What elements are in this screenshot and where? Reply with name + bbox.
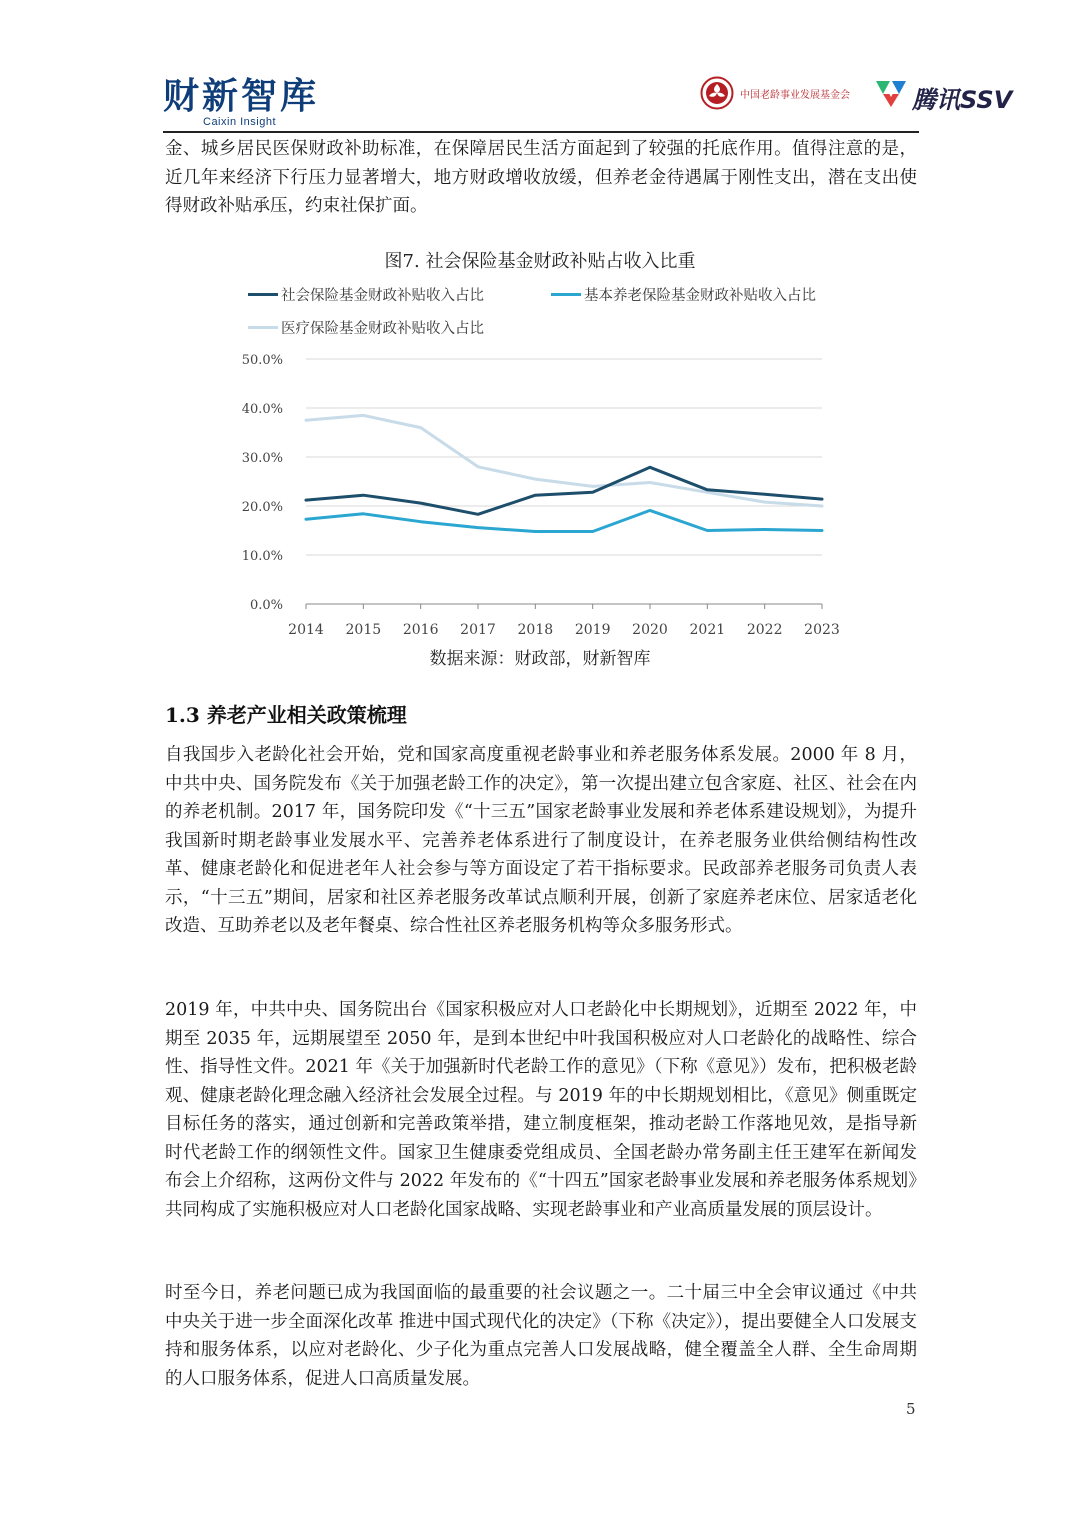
x-tick-label: 2017 (460, 622, 496, 638)
y-tick-label: 20.0% (241, 500, 283, 515)
chart-source: 数据来源：财政部，财新智库 (429, 649, 651, 669)
aging-foundation-name: 中国老龄事业发展基金会 (740, 90, 850, 101)
x-tick-label: 2022 (746, 622, 783, 638)
logo-english-text: Caixin Insight (203, 116, 277, 128)
x-tick-label: 2020 (632, 622, 668, 638)
series-line-1 (306, 510, 822, 531)
chart-title: 图7. 社会保险基金财政补贴占收入比重 (384, 251, 696, 272)
section-heading: 1.3 养老产业相关政策梳理 (165, 703, 407, 727)
caixin-insight-logo (163, 78, 319, 128)
page-number: 5 (906, 1400, 916, 1418)
intro-paragraph: 金、城乡居民医保财政补助标准，在保障居民生活方面起到了较强的托底作用。值得注意的是，近几年来经济下行压力显著增大，地方财政增收放缓，但养老金待遇属于刚性支出，潜在支出使得财政补贴承压，约束社保扩面。 (165, 139, 917, 216)
body-paragraph: 时至今日，养老问题已成为我国面临的最重要的社会议题之一。二十届三中全会审议通过《中共中央关于进一步全面深化改革 推进中国式现代化的决定》（下称《决定》），提出要健全人口发展支持和服务体系，以应对老龄化、少子化为重点完善人口发展战略，健全覆盖全人群、全生命周期的人口服务体系，促进人口高质量发展。 (165, 1283, 917, 1389)
legend-label: 社会保险基金财政补贴收入占比 (281, 287, 484, 304)
body-paragraph: 2019 年，中共中央、国务院出台《国家积极应对人口老龄化中长期规划》，近期至 2022 年，中期至 2035 年，远期展望至 2050 年，是到本世纪中叶我国积极应对人口老龄化的战略性、综合性、指导性文件。2021 年《关于加强新时代老龄工作的意见》（下称《意见》）发布，把积极老龄观、健康老龄化理念融入经济社会发展全过程。与 2019 年的中长期规划相比，《意见》侧重既定目标任务的落实，通过创新和完善政策举措，建立制度框架，推动老龄工作落地见效，是指导新时代老龄工作的纲领性文件。国家卫生健康委党组成员、全国老龄办常务副主任王建军在新闻发布会上介绍称，这两份文件与 2022 年发布的《“十四五”国家老龄事业发展和养老服务体系规划》共同构成了实施积极应对人口老龄化国家战略、实现老龄事业和产业高质量发展的顶层设计。 (165, 1000, 917, 1220)
x-tick-label: 2023 (804, 622, 840, 638)
aging-foundation-emblem-icon (700, 76, 734, 110)
x-tick-label: 2014 (288, 622, 324, 638)
y-tick-label: 40.0% (241, 402, 283, 417)
x-tick-label: 2015 (345, 622, 382, 638)
legend-label: 医疗保险基金财政补贴收入占比 (281, 320, 484, 337)
y-tick-label: 0.0% (249, 598, 283, 613)
x-tick-label: 2021 (689, 622, 726, 638)
legend-swatch (551, 293, 581, 296)
line-chart (0, 340, 1080, 640)
x-tick-label: 2018 (517, 622, 554, 638)
legend-label: 基本养老保险基金财政补贴收入占比 (584, 287, 816, 304)
legend-item-medical-insurance (248, 317, 484, 337)
body-paragraph: 自我国步入老龄化社会开始，党和国家高度重视老龄事业和养老服务体系发展。2000 年 8 月，中共中央、国务院发布《关于加强老龄工作的决定》，第一次提出建立包含家庭、社区、社会在内的养老机制。2017 年，国务院印发《“十三五”国家老龄事业发展和养老体系建设规划》，为提升我国新时期老龄事业发展水平、完善养老体系进行了制度设计，在养老服务业供给侧结构性改革、健康老龄化和促进老年人社会参与等方面设定了若干指标要求。民政部养老服务司负责人表示，“十三五”期间，居家和社区养老服务改革试点顺利开展，创新了家庭养老床位、居家适老化改造、互助养老以及老年餐桌、综合性社区养老服务机构等众多服务形式。 (165, 745, 917, 936)
x-tick-label: 2016 (402, 622, 439, 638)
legend-swatch (248, 293, 278, 296)
y-tick-label: 10.0% (241, 549, 283, 564)
x-tick-label: 2019 (574, 622, 611, 638)
series-line-0 (306, 467, 822, 514)
page-header (0, 0, 1080, 135)
tencent-ssv-name: 腾讯SSV (912, 86, 1013, 114)
logo-chinese-text: 财新智库 (163, 76, 320, 117)
legend-item-pension-insurance (551, 284, 816, 304)
header-divider (163, 131, 919, 133)
tencent-ssv-logo-icon (874, 78, 908, 108)
y-tick-label: 30.0% (241, 451, 283, 466)
legend-item-social-insurance (248, 284, 484, 304)
legend-swatch (248, 326, 278, 329)
y-tick-label: 50.0% (241, 353, 283, 368)
